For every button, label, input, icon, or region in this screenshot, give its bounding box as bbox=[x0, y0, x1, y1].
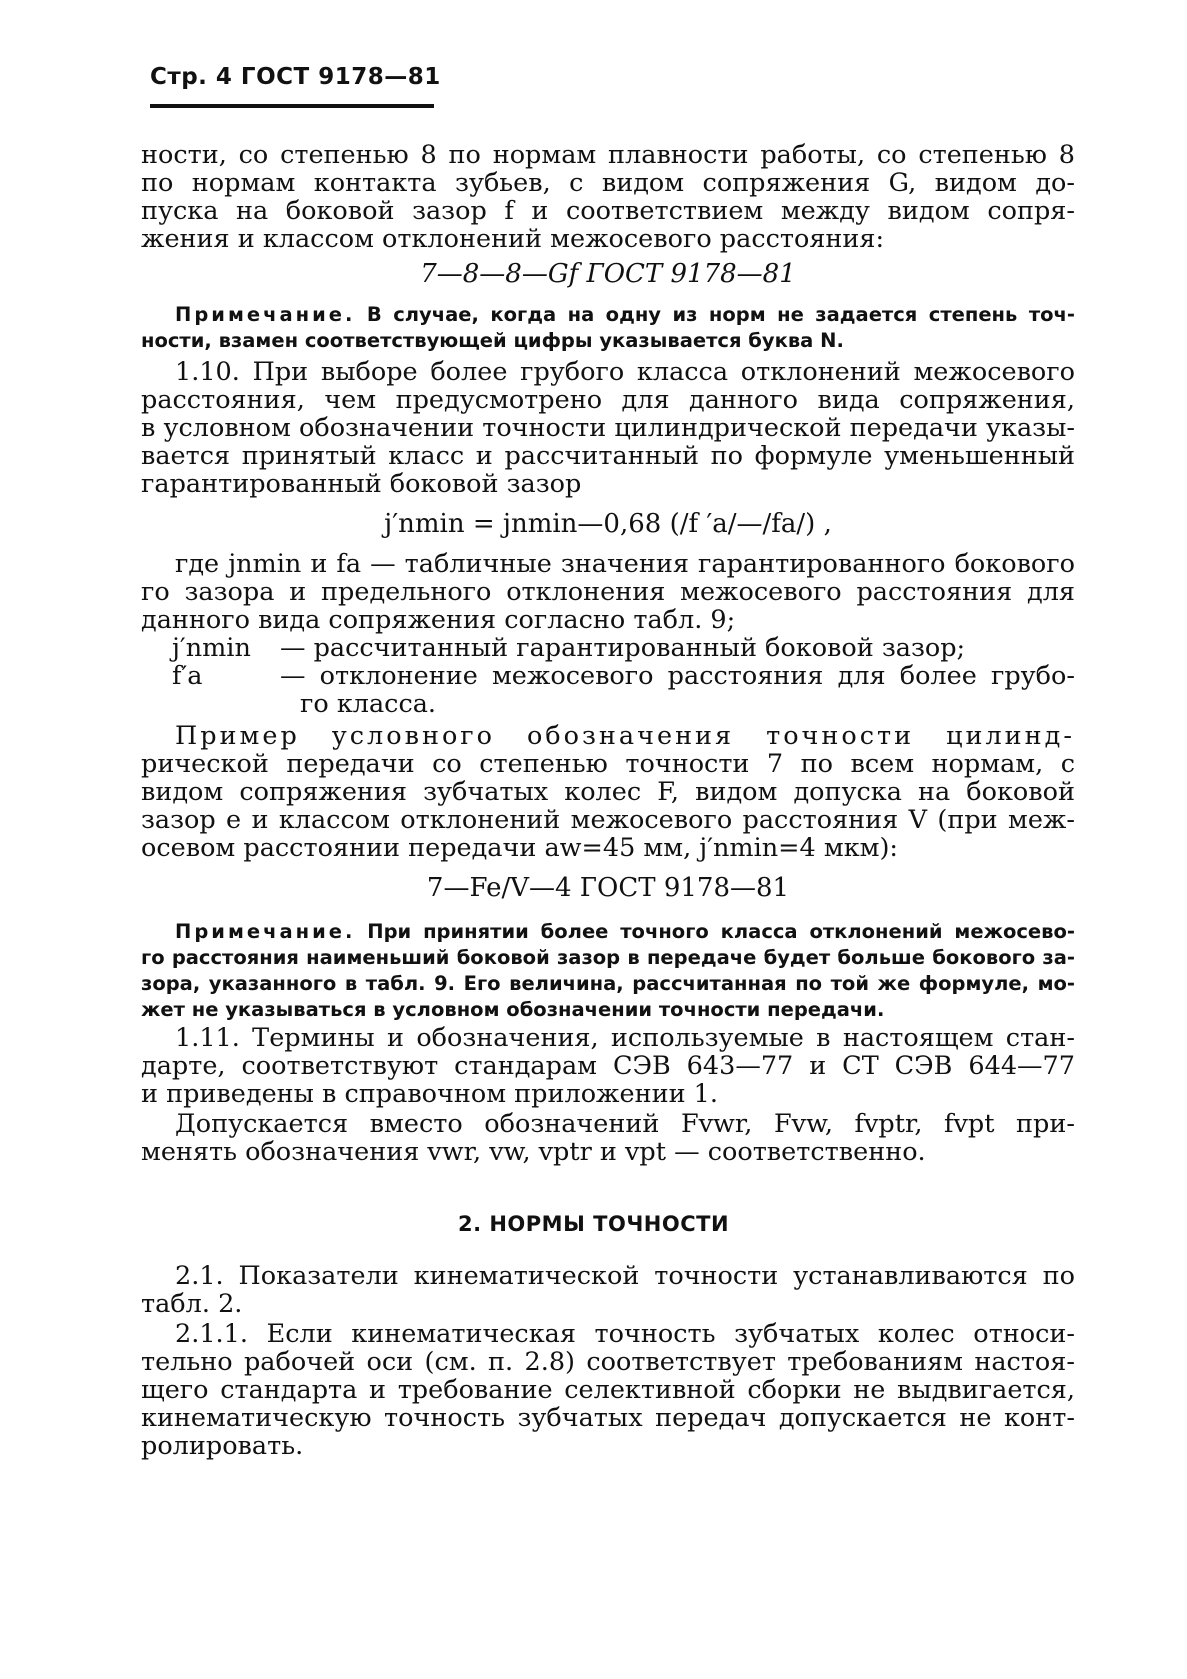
text-line: 2.1.1. Если кинематическая точность зубчатых колес относи- bbox=[175, 1319, 1075, 1349]
text-line: рической передачи со степенью точности 7 по всем нормам, с bbox=[141, 749, 1075, 779]
text-line: табл. 2. bbox=[141, 1289, 243, 1319]
text-line: менять обозначения vwr, vw, vptr и vpt — соответственно. bbox=[141, 1137, 926, 1167]
header-rule bbox=[150, 104, 434, 108]
text-line: Пример условного обозначения точности цилинд- bbox=[175, 721, 1075, 751]
definition-text: — отклонение межосевого расстояния для более грубо- bbox=[280, 661, 1075, 691]
text-line: зазор e и классом отклонений межосевого расстояния V (при меж- bbox=[141, 805, 1075, 835]
text-line: осевом расстоянии передачи aw=45 мм, j′nmin=4 мкм): bbox=[141, 833, 899, 863]
text-line: тельно рабочей оси (см. п. 2.8) соответствует требованиям настоя- bbox=[141, 1347, 1075, 1377]
text-line: Допускается вместо обозначений Fvwr, Fvw, fvptr, fvpt при- bbox=[175, 1109, 1075, 1139]
note-2-line: жет не указываться в условном обозначении точности передачи. bbox=[141, 998, 885, 1021]
note-2-line: Примечание. При принятии более точного класса отклонений межосево- bbox=[175, 920, 1075, 943]
note-2-line: го расстояния наименьший боковой зазор в передаче будет больше бокового за- bbox=[141, 946, 1075, 969]
section-title: 2. НОРМЫ ТОЧНОСТИ bbox=[457, 1212, 730, 1236]
definition-symbol: f′a bbox=[172, 661, 203, 691]
text-line: видом сопряжения зубчатых колес F, видом допуска на боковой bbox=[141, 777, 1075, 807]
note-2-line: зора, указанного в табл. 9. Его величина, рассчитанная по той же формуле, мо- bbox=[141, 972, 1075, 995]
text-line: гарантированный боковой зазор bbox=[141, 469, 582, 499]
note-1-label: Примечание. bbox=[175, 303, 356, 326]
note-1-line: Примечание. В случае, когда на одну из норм не задается степень точ- bbox=[175, 303, 1075, 326]
note-1-line: ности, взамен соответствующей цифры указывается буква N. bbox=[141, 329, 844, 352]
text-line: 1.10. При выборе более грубого класса отклонений межосевого bbox=[175, 357, 1075, 387]
definition-symbol: j′nmin bbox=[172, 633, 251, 663]
text-line: и приведены в справочном приложении 1. bbox=[141, 1079, 719, 1109]
formula-3: 7—Fe/V—4 ГОСТ 9178—81 bbox=[426, 873, 790, 903]
definition-text: — рассчитанный гарантированный боковой зазор; bbox=[280, 633, 966, 663]
note-2-label: Примечание. bbox=[175, 920, 356, 943]
text-line: го зазора и предельного отклонения межосевого расстояния для bbox=[141, 577, 1075, 607]
text-line: щего стандарта и требование селективной сборки не выдвигается, bbox=[141, 1375, 1075, 1405]
text-line: данного вида сопряжения согласно табл. 9; bbox=[141, 605, 736, 635]
text-line: в условном обозначении точности цилиндрической передачи указы- bbox=[141, 413, 1075, 443]
formula-2: j′nmin = jnmin—0,68 (/f ′a/—/fa/) , bbox=[384, 509, 832, 539]
text-line: вается принятый класс и рассчитанный по формуле уменьшенный bbox=[141, 441, 1075, 471]
text-line: кинематическую точность зубчатых передач допускается не конт- bbox=[141, 1403, 1075, 1433]
text-line: расстояния, чем предусмотрено для данного вида сопряжения, bbox=[141, 385, 1075, 415]
text-line: где jnmin и fa — табличные значения гарантированного бокового bbox=[175, 549, 1075, 579]
text-line: ности, со степенью 8 по нормам плавности работы, со степенью 8 bbox=[141, 140, 1075, 170]
text-line: жения и классом отклонений межосевого расстояния: bbox=[141, 224, 885, 254]
text-line: дарте, соответствуют стандарам СЭВ 643—77 и СТ СЭВ 644—77 bbox=[141, 1051, 1075, 1081]
text-line: пуска на боковой зазор f и соответствием между видом сопря- bbox=[141, 196, 1075, 226]
text-line: 1.11. Термины и обозначения, используемые в настоящем стан- bbox=[175, 1023, 1075, 1053]
text-line: по нормам контакта зубьев, с видом сопряжения G, видом до- bbox=[141, 168, 1075, 198]
definition-text: го класса. bbox=[300, 689, 437, 719]
formula-1: 7—8—8—Gf ГОСТ 9178—81 bbox=[420, 259, 796, 289]
page-header: Стр. 4 ГОСТ 9178—81 bbox=[150, 64, 441, 90]
text-line: ролировать. bbox=[141, 1431, 304, 1461]
text-line: 2.1. Показатели кинематической точности устанавливаются по bbox=[175, 1261, 1075, 1291]
